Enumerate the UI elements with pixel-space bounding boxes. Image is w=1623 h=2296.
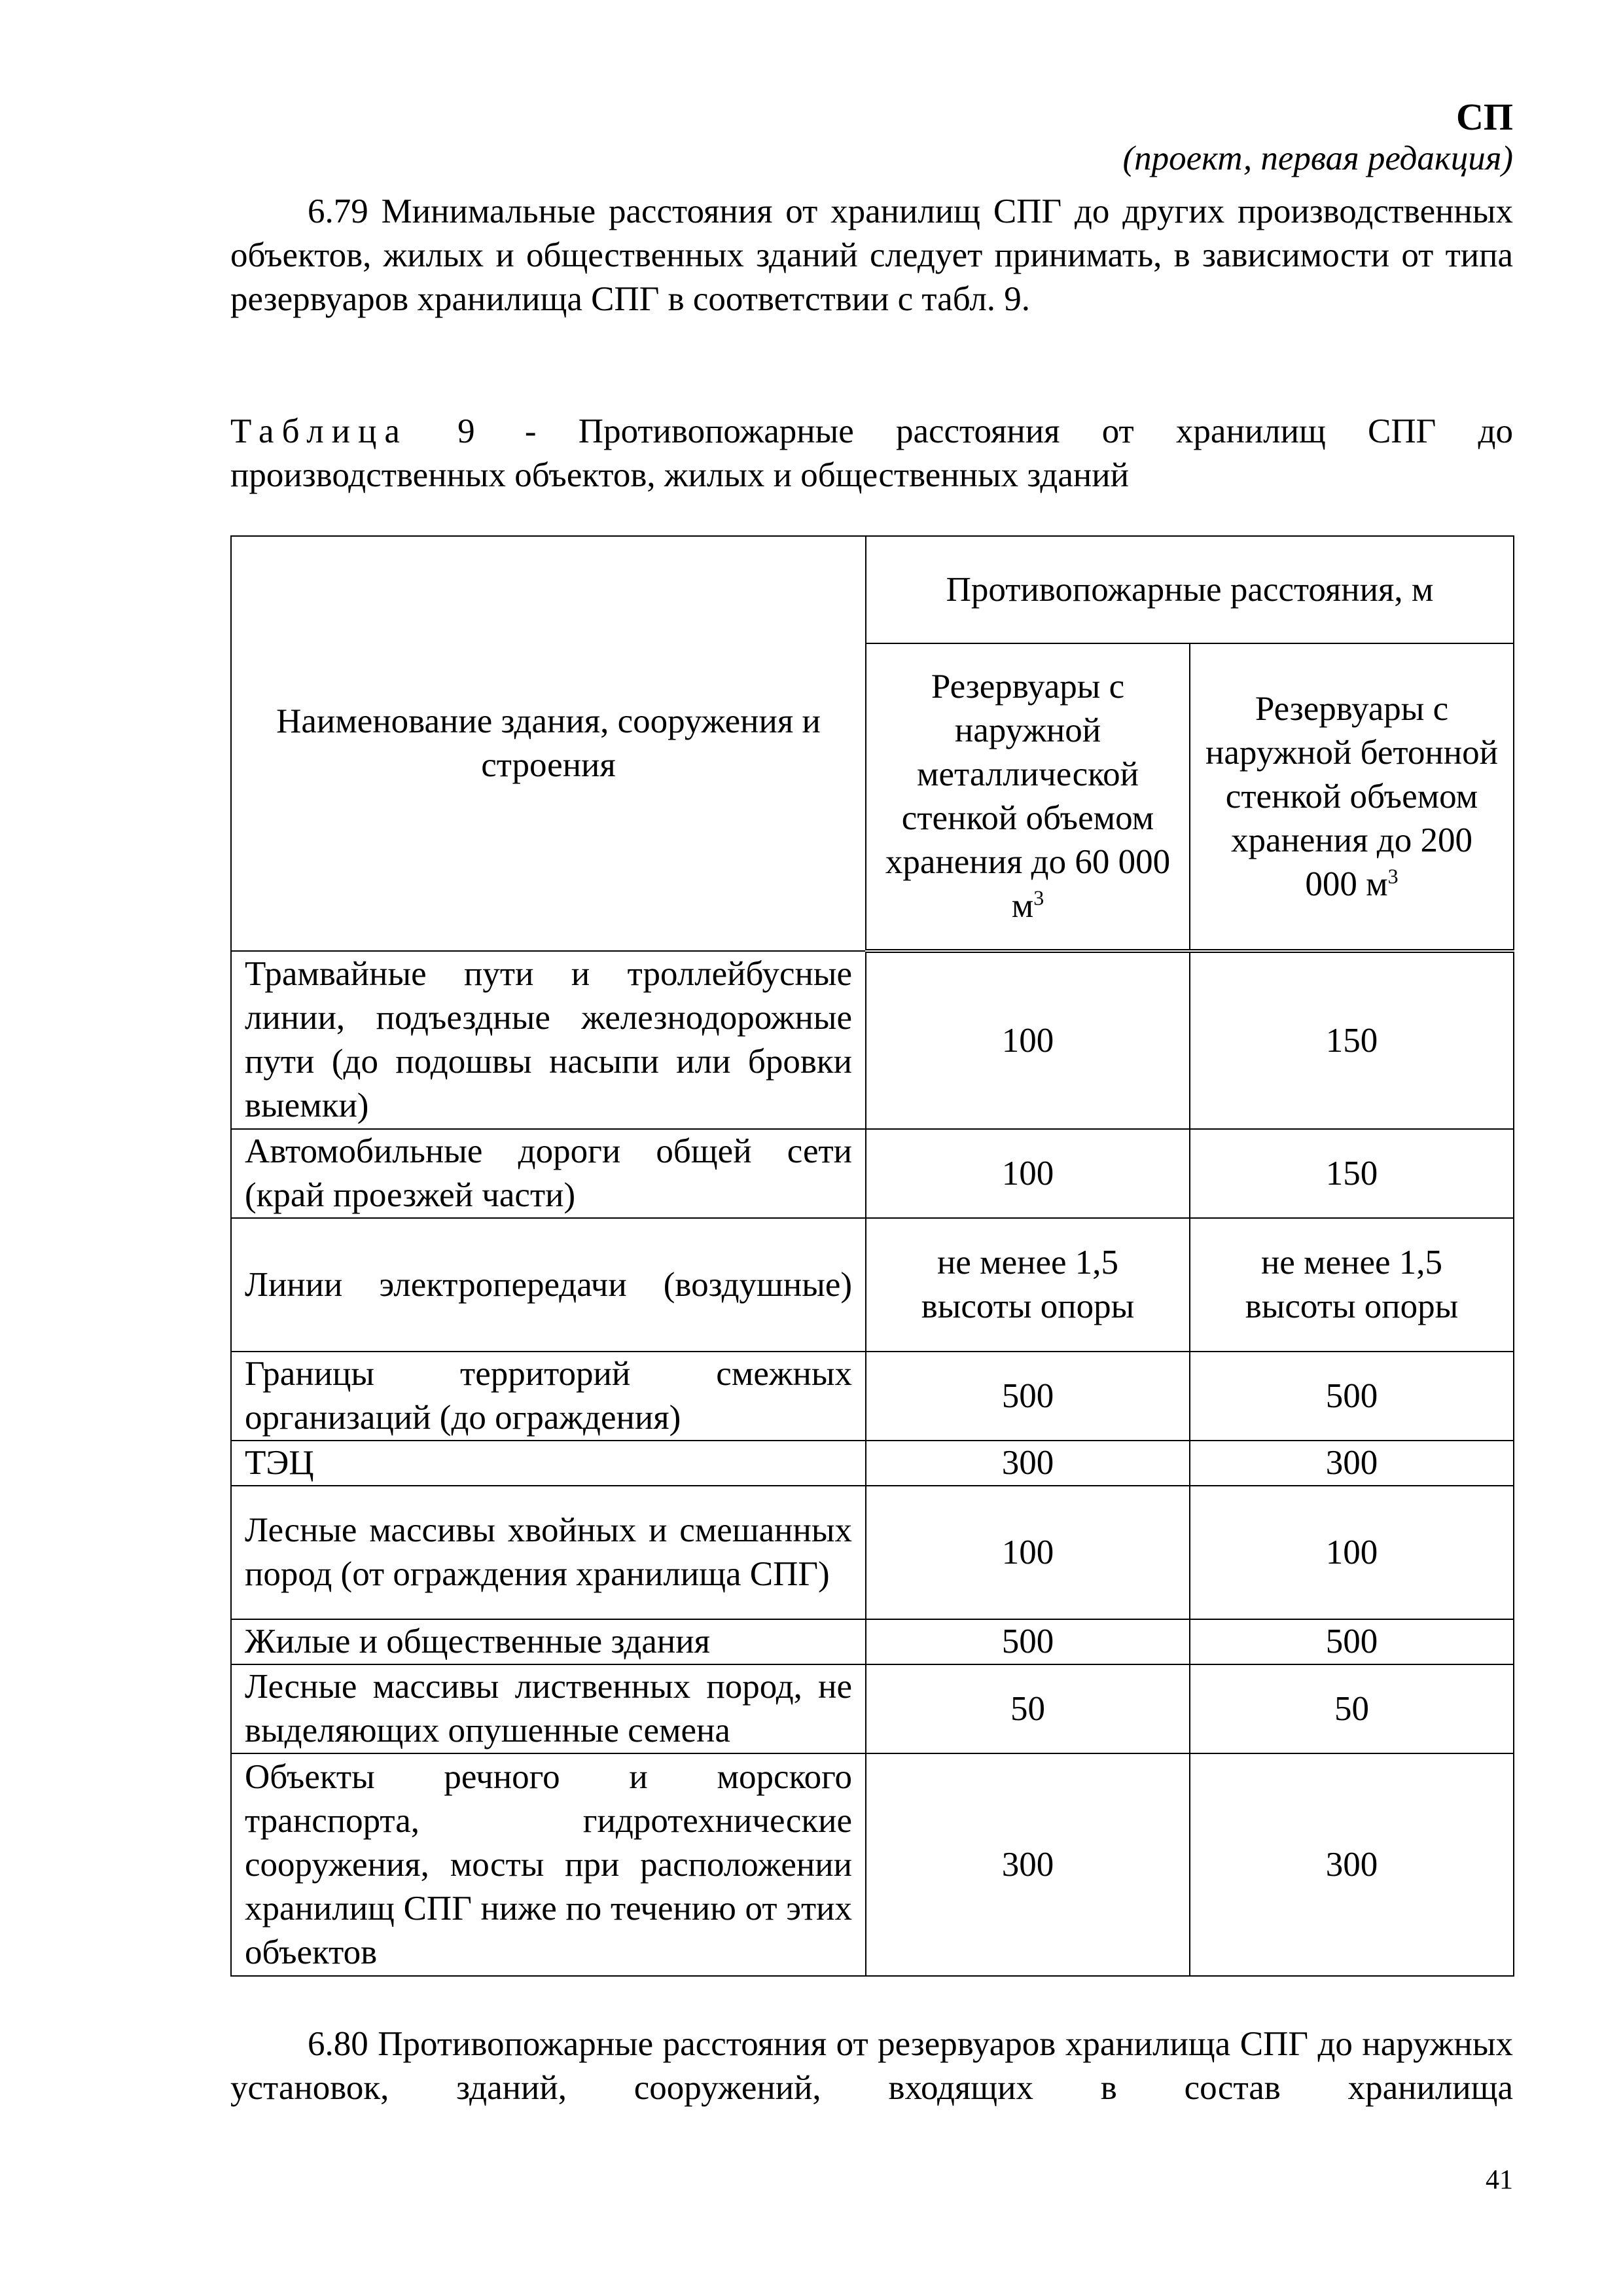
row-concrete-value: 150	[1190, 951, 1514, 1129]
paragraph-6-79-text: 6.79 Минимальные расстояния от хранилищ СПГ до других производственных объектов, жилых и общественных зданий следует принимать, в зависимости от типа резервуаров хранилища СПГ в соответствии с табл. 9.	[230, 192, 1513, 318]
header-metal-tanks-text: Резервуары с наружной металлической стенкой объемом хранения до 60 000 м	[885, 668, 1171, 925]
row-metal-value: 500	[866, 1352, 1190, 1441]
fire-distance-table	[230, 535, 1514, 1977]
header-concrete-tanks-text: Резервуары с наружной бетонной стенкой объемом хранения до 200 000 м	[1205, 689, 1498, 903]
unit-exponent: 3	[1033, 886, 1044, 910]
row-name: Границы территорий смежных организаций (до ограждения)	[231, 1352, 866, 1441]
paragraph-6-79	[230, 190, 1513, 321]
row-metal-value: 50	[866, 1664, 1190, 1753]
row-metal-value: не менее 1,5 высоты опоры	[866, 1218, 1190, 1352]
table-caption-label: Таблица 9	[230, 412, 483, 450]
row-name: ТЭЦ	[231, 1441, 866, 1486]
row-concrete-value: 100	[1190, 1486, 1514, 1619]
row-concrete-value: 50	[1190, 1664, 1514, 1753]
header-building-name-text: Наименование здания, сооружения и строения	[276, 702, 821, 784]
row-concrete-value: не менее 1,5 высоты опоры	[1190, 1218, 1514, 1352]
paragraph-6-80-text: 6.80 Противопожарные расстояния от резервуаров хранилища СПГ до наружных установок, зданий, сооружений, входящих в состав хранилища	[230, 2025, 1513, 2107]
page-number: 41	[1486, 2165, 1513, 2195]
paragraph-6-80	[230, 2022, 1513, 2110]
table-row	[231, 1352, 1514, 1441]
row-metal-value: 100	[866, 951, 1190, 1129]
table-row	[231, 1218, 1514, 1352]
table-row	[231, 1441, 1514, 1486]
header-fire-distances-text: Противопожарные расстояния, м	[946, 570, 1434, 609]
document-edition-note: (проект, первая редакция)	[1122, 139, 1513, 177]
table-row	[231, 1129, 1514, 1218]
row-metal-value: 500	[866, 1619, 1190, 1664]
row-name: Лесные массивы хвойных и смешанных пород (от ограждения хранилища СПГ)	[231, 1486, 866, 1619]
row-name: Лесные массивы лиственных пород, не выделяющих опушенные семена	[231, 1664, 866, 1753]
row-concrete-value: 150	[1190, 1129, 1514, 1218]
table-caption-text: - Противопожарные расстояния от хранилищ СПГ до производственных объектов, жилых и общественных зданий	[230, 412, 1514, 494]
row-name: Автомобильные дороги общей сети (край проезжей части)	[231, 1129, 866, 1218]
table-row	[231, 951, 1514, 1129]
row-name: Трамвайные пути и троллейбусные линии, подъездные железнодорожные пути (до подошвы насыпи или бровки выемки)	[231, 951, 866, 1129]
row-name: Линии электропередачи (воздушные)	[231, 1218, 866, 1352]
row-concrete-value: 500	[1190, 1619, 1514, 1664]
document-code: СП	[1456, 96, 1513, 138]
table-row	[231, 1619, 1514, 1664]
row-name: Жилые и общественные здания	[231, 1619, 866, 1664]
row-concrete-value: 300	[1190, 1441, 1514, 1486]
table-row	[231, 1753, 1514, 1976]
header-building-name	[231, 536, 866, 951]
header-concrete-tanks	[1190, 643, 1514, 951]
row-metal-value: 300	[866, 1441, 1190, 1486]
unit-exponent: 3	[1387, 863, 1399, 888]
row-concrete-value: 300	[1190, 1753, 1514, 1976]
table-caption	[230, 410, 1513, 497]
row-metal-value: 100	[866, 1486, 1190, 1619]
row-metal-value: 300	[866, 1753, 1190, 1976]
table-row	[231, 1486, 1514, 1619]
row-metal-value: 100	[866, 1129, 1190, 1218]
row-name: Объекты речного и морского транспорта, гидротехнические сооружения, мосты при расположении хранилищ СПГ ниже по течению от этих объектов	[231, 1753, 866, 1976]
header-fire-distances	[866, 536, 1514, 643]
row-concrete-value: 500	[1190, 1352, 1514, 1441]
header-metal-tanks	[866, 643, 1190, 951]
table-row	[231, 1664, 1514, 1753]
